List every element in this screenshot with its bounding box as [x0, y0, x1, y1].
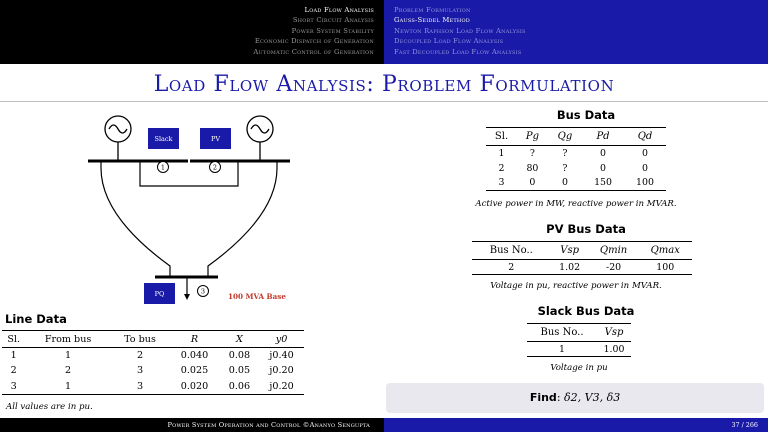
table-cell: 1 [498, 147, 505, 159]
table-cell: 0.025 [180, 365, 209, 377]
table-cell: 0 [517, 176, 548, 191]
table-cell: j0.20 [269, 365, 294, 377]
col-from-bus: From bus [25, 331, 110, 348]
nav-subsection-decoupled[interactable]: Decoupled Load Flow Analysis [394, 37, 504, 46]
nav-subsection-problem-formulation[interactable]: Problem Formulation [394, 6, 471, 14]
slack-data-table [527, 323, 631, 357]
find-box [386, 383, 764, 413]
generator-1-icon [105, 116, 131, 160]
table-cell: 0 [600, 147, 607, 159]
col-vsp: Vsp [551, 242, 589, 260]
table-cell: 0.040 [180, 350, 209, 361]
col-qmin: Qmin [589, 242, 639, 260]
table-cell: 3 [486, 176, 517, 191]
table-row [486, 146, 666, 161]
pv-data-caption: Voltage in pu, reactive power in MVAR. [490, 281, 662, 291]
col-pg: Pg [517, 128, 548, 146]
table-header-row [486, 128, 666, 146]
table-row [486, 161, 666, 176]
table-cell: 2 [498, 162, 505, 174]
table-cell: 1 [25, 379, 110, 395]
pv-data-table [472, 241, 692, 275]
table-cell: 80 [526, 162, 539, 174]
pq-bus-label: PQ [154, 290, 165, 298]
pv-bus-label: PV [210, 135, 221, 143]
line-data-caption: All values are in pu. [6, 402, 93, 412]
bus-1-number: 1 [160, 163, 166, 172]
bus-2-number: 2 [212, 163, 218, 172]
table-cell: ? [562, 147, 568, 159]
title-divider [0, 101, 768, 102]
slack-data-caption: Voltage in pu [550, 363, 608, 373]
line-1-2 [140, 161, 238, 186]
table-cell: 3 [2, 379, 25, 395]
table-cell: 0.020 [169, 379, 220, 395]
bus-data-caption: Active power in MW, reactive power in MVAR. [475, 199, 677, 209]
col-x: X [220, 331, 259, 348]
table-cell: 2 [136, 350, 144, 361]
nav-subsection-fast-decoupled[interactable]: Fast Decoupled Load Flow Analysis [394, 47, 522, 56]
table-header-row [2, 331, 304, 348]
table-cell: -20 [589, 260, 639, 275]
line-2-3 [208, 161, 277, 276]
nav-subsection-newton-raphson[interactable]: Newton Raphson Load Flow Analysis [394, 26, 526, 35]
table-row [527, 342, 631, 357]
line-data-heading: Line Data [5, 312, 67, 326]
pv-data-heading: PV Bus Data [546, 222, 626, 236]
footer-course-title: Power System Operation and Control ©Ananyo Sengupta [0, 418, 384, 432]
table-cell: 1.02 [551, 260, 589, 275]
table-cell: j0.40 [269, 350, 294, 361]
table-cell: 0.08 [228, 350, 251, 361]
table-cell: 3 [111, 379, 169, 395]
col-pd: Pd [582, 128, 624, 146]
bus-data-heading: Bus Data [556, 108, 616, 122]
table-cell: 150 [582, 176, 624, 191]
nav-section-economic-dispatch[interactable]: Economic Dispatch of Generation [254, 37, 374, 46]
table-cell: 2 [10, 365, 17, 377]
table-cell: 2 [472, 260, 551, 275]
find-colon: : [556, 391, 565, 404]
table-cell: 100 [624, 176, 666, 191]
generator-2-icon [247, 116, 273, 160]
nav-section-load-flow[interactable]: Load Flow Analysis [304, 6, 374, 14]
table-cell: 0.06 [220, 379, 259, 395]
footer [0, 418, 768, 432]
slack-bus-label: Slack [154, 135, 173, 143]
table-cell: 1.00 [597, 342, 631, 357]
table-cell: 0.05 [228, 365, 251, 377]
one-line-diagram [0, 104, 384, 310]
slack-data-heading: Slack Bus Data [537, 304, 635, 318]
bus-data-table [486, 127, 666, 191]
col-to-bus: To bus [111, 331, 169, 348]
col-sl: Sl. [2, 331, 25, 348]
mva-base-label: 100 MVA Base [228, 292, 286, 301]
table-header-row [527, 324, 631, 342]
col-bus-no: Bus No.. [472, 242, 551, 260]
slide-title: Load Flow Analysis: Problem Formulation [153, 72, 615, 97]
table-cell: 0 [642, 147, 648, 159]
col-bus-no: Bus No.. [527, 324, 597, 342]
col-y0: y0 [259, 331, 304, 348]
line-data-table [2, 330, 304, 395]
table-cell: 0 [642, 162, 648, 174]
bus-3-number: 3 [200, 287, 206, 296]
table-row [2, 348, 304, 364]
nav-section-automatic-control[interactable]: Automatic Control of Generation [253, 47, 374, 56]
subsection-nav [384, 0, 768, 64]
nav-section-short-circuit[interactable]: Short Circuit Analysis [292, 16, 374, 25]
table-cell: 0 [600, 162, 607, 174]
footer-page-number: 37 / 266 [384, 418, 768, 432]
table-cell: 2 [65, 365, 72, 377]
table-cell: 1 [10, 350, 17, 361]
table-cell: 3 [136, 365, 144, 377]
table-row [2, 379, 304, 395]
nav-subsection-gauss-seidel[interactable]: Gauss-Seidel Method [394, 16, 470, 25]
table-cell: 0 [548, 176, 582, 191]
table-cell: 1 [65, 350, 72, 361]
table-cell: 1 [527, 342, 597, 357]
nav-section-stability[interactable]: Power System Stability [291, 26, 374, 35]
col-qd: Qd [624, 128, 666, 146]
col-sl: Sl. [486, 128, 517, 146]
table-row [486, 176, 666, 191]
navigation-header [0, 0, 768, 64]
col-qg: Qg [548, 128, 582, 146]
line-1-3 [101, 161, 170, 276]
table-cell: ? [562, 162, 568, 174]
load-arrow-head-icon [184, 294, 190, 300]
table-cell: ? [529, 147, 535, 159]
table-cell: 100 [639, 260, 692, 275]
col-r: R [169, 331, 220, 348]
section-nav [0, 0, 384, 64]
table-row [472, 260, 692, 275]
table-row [2, 363, 304, 379]
col-vsp: Vsp [597, 324, 631, 342]
find-targets: δ2, V3, δ3 [564, 391, 621, 404]
find-label: Find [529, 391, 557, 404]
table-cell: j0.20 [259, 379, 304, 395]
col-qmax: Qmax [639, 242, 692, 260]
table-header-row [472, 242, 692, 260]
